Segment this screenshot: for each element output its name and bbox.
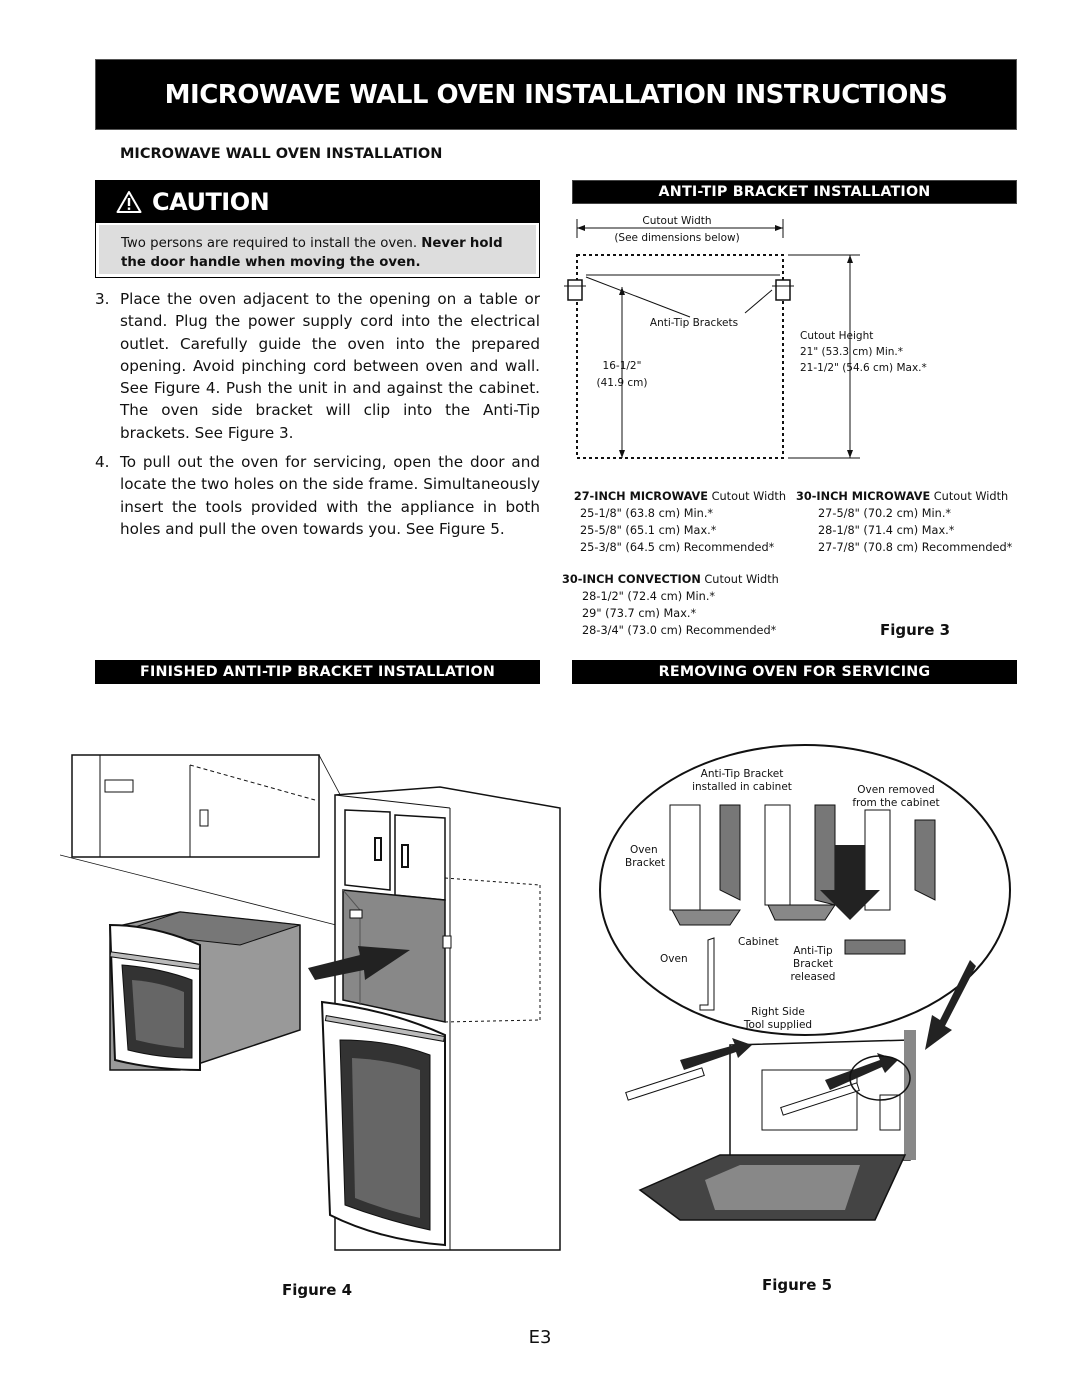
caution-header <box>96 181 539 223</box>
page-title: MICROWAVE WALL OVEN INSTALLATION INSTRUCTIONS <box>164 79 948 110</box>
bracket-installed-label-2: installed in cabinet <box>692 781 792 793</box>
m27-line: 25-5/8" (65.1 cm) Max.* <box>580 524 717 537</box>
m30-title: 30-INCH MICROWAVE <box>796 490 931 503</box>
m27-line: 25-3/8" (64.5 cm) Recommended* <box>580 541 775 554</box>
bracket-released-label-2: Bracket <box>792 958 834 970</box>
step-number: 4. <box>95 453 110 472</box>
m27-title: 27-INCH MICROWAVE <box>573 490 709 503</box>
figure4-diagram <box>60 740 580 1260</box>
steps-list <box>95 288 540 547</box>
bracket-distance-cm-label: (41.9 cm) <box>596 377 648 389</box>
c30-line: 28-3/4" (73.0 cm) Recommended* <box>582 624 777 637</box>
finished-bar: FINISHED ANTI-TIP BRACKET INSTALLATION <box>95 660 540 684</box>
step-text: To pull out the oven for servicing, open the door and locate the two holes on the side frame. Simultaneously insert the tools provided with the appliance in both holes and pull the oven towards you. See Figure 5. <box>120 453 540 538</box>
tool-label-2: Tool supplied <box>743 1019 813 1031</box>
m27-line: 25-1/8" (63.8 cm) Min.* <box>580 507 714 520</box>
c30-line: 28-1/2" (72.4 cm) Min.* <box>582 590 716 603</box>
anti-tip-brackets-label: Anti-Tip Brackets <box>649 317 739 329</box>
inset-detail <box>72 755 319 857</box>
bracket-released-label-3: released <box>790 971 836 983</box>
left-bracket-icon <box>564 280 586 300</box>
cabinet-label: Cabinet <box>738 936 779 948</box>
removing-bar: REMOVING OVEN FOR SERVICING <box>572 660 1017 684</box>
caution-label: CAUTION <box>152 188 270 216</box>
bracket-released-label: Anti-Tip <box>793 945 833 957</box>
bracket-distance-label: 16-1/2" <box>602 360 642 372</box>
caution-text-bold: hold the door handle when moving the oven. <box>121 236 503 270</box>
figure5-diagram <box>580 740 1020 1260</box>
m27-spec <box>566 488 786 556</box>
title-bar <box>95 59 1017 130</box>
step-item <box>95 451 540 540</box>
see-dims-label: (See dimensions below) <box>614 232 740 244</box>
oven-removed-label-2: from the cabinet <box>852 797 940 809</box>
m30-sub: Cutout Width <box>930 490 1009 503</box>
m30-spec <box>796 488 1026 556</box>
m27-sub: Cutout Width <box>708 490 786 503</box>
c30-sub: Cutout Width <box>700 573 779 586</box>
caution-box <box>95 180 540 278</box>
m30-line: 28-1/8" (71.4 cm) Max.* <box>818 524 955 537</box>
oven-bracket-label: Oven <box>630 844 658 856</box>
caution-text <box>99 225 536 274</box>
figure5-label: Figure 5 <box>762 1276 833 1294</box>
oven-bracket-label-2: Bracket <box>625 857 666 869</box>
figure3-diagram <box>560 205 1030 465</box>
caution-text-normal: Two persons are required to install the oven. <box>121 236 422 251</box>
height-min-label: 21" (53.3 cm) Min.* <box>800 346 903 358</box>
m30-line: 27-5/8" (70.2 cm) Min.* <box>818 507 952 520</box>
height-max-label: 21-1/2" (54.6 cm) Max.* <box>800 362 927 374</box>
figure4-label: Figure 4 <box>282 1281 353 1299</box>
tool-label: Right Side <box>751 1006 805 1018</box>
cutout-height-label: Cutout Height <box>800 330 874 342</box>
oven-label: Oven <box>660 953 688 965</box>
oven-removed-label: Oven removed <box>857 784 935 796</box>
caution-text-bold-never: Never <box>421 236 466 251</box>
section-title: MICROWAVE WALL OVEN INSTALLATION <box>120 146 443 162</box>
step-item <box>95 288 540 444</box>
page-number: E3 <box>528 1327 552 1348</box>
warning-icon <box>116 190 142 214</box>
cutout-width-label: Cutout Width <box>642 215 712 227</box>
step-number: 3. <box>95 290 110 308</box>
anti-tip-bar: ANTI-TIP BRACKET INSTALLATION <box>572 180 1017 204</box>
detail-circle <box>600 745 1010 1035</box>
bracket-installed-label: Anti-Tip Bracket <box>700 768 784 780</box>
c30-title: 30-INCH CONVECTION <box>562 573 701 586</box>
c30-spec <box>562 571 792 639</box>
right-bracket-icon <box>772 280 794 300</box>
c30-line: 29" (73.7 cm) Max.* <box>582 607 697 620</box>
figure3-label: Figure 3 <box>880 621 951 639</box>
m30-line: 27-7/8" (70.8 cm) Recommended* <box>818 541 1013 554</box>
step-text: Place the oven adjacent to the opening on a table or stand. Plug the power supply cord into the electrical outlet. Carefully guide the oven into the prepared opening. Avoid pinching cord between oven and wall. See Figure 4. Push the unit in and against the cabinet. The oven side bracket will clip into the Anti-Tip brackets. See Figure 3. <box>120 290 540 442</box>
